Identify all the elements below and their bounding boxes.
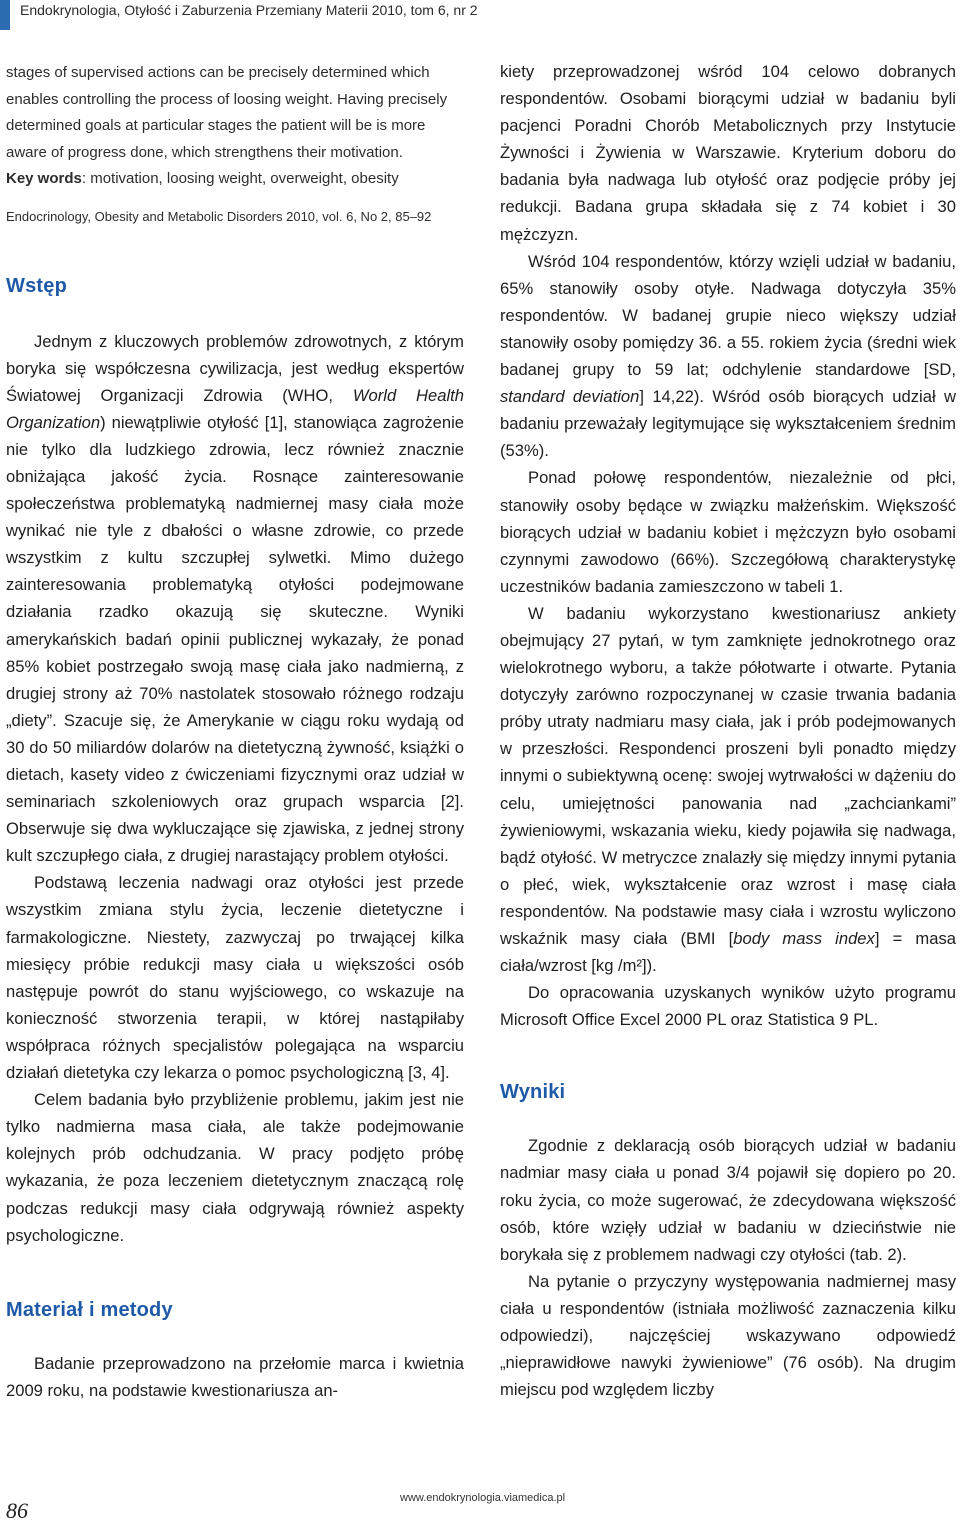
citation: Endocrinology, Obesity and Metabolic Disorders 2010, vol. 6, No 2, 85–92 bbox=[6, 208, 432, 224]
journal-title: Endokrynologia, Otyłość i Zaburzenia Przemiany Materii 2010, tom 6, nr 2 bbox=[20, 2, 478, 18]
heading-wstep: Wstęp bbox=[6, 274, 67, 297]
keywords-label: Key words bbox=[6, 170, 82, 187]
wstep-p1-text-b: ) niewątpliwie otyłość [1], stanowiąca zagrożenie nie tylko dla ludzkiego zdrowia, lecz również znacznie obniżająca jakość życia. Rosnące zainteresowanie społeczeństwa problematyką nadmiernej masy ciała może wynikać nie tyle z dbałości o własne zdrowie, co przede wszystkim z kultu szczupłej sylwetki. Mimo dużego zainteresowania problematyką otyłości podejmowane działania rzadko okazują się skuteczne. Wyniki amerykańskich badań opinii publicznej wykazały, że ponad 85% kobiet postrzegało swoją masę ciała jako nadmierną, z drugiej strony aż 70% nastolatek stosowało różnego rodzaju „diety”. Szacuje się, że Amerykanie w ciągu roku wydają od 30 do 50 miliardów dolarów na dietetyczną żywność, książki o dietach, kasety video z ćwiczeniami fizycznymi oraz udział w seminariach szkoleniowych oraz grupach wsparcia [2]. Obserwuje się dwa wykluczające się zjawiska, z jednej strony kult szczupłego ciała, z drugiej narastający problem otyłości. bbox=[6, 412, 464, 866]
wstep-paragraph-3: Celem badania było przybliżenie problemu, jakim jest nie tylko nadmierna masa ciała, ale także podejmowanie kolejnych prób odchudzania. W pracy podjęto próbę wykazania, że poza leczeniem dietetycznym znaczącą rolę podczas redukcji masy ciała odgrywają również aspekty psychologiczne. bbox=[6, 1090, 464, 1245]
material-p4-text-a: W badaniu wykorzystano kwestionariusz ankiety obejmujący 27 pytań, w tym zamknięte jednokrotnego oraz wielokrotnego wyboru, a także półotwarte i otwarte. Pytania dotyczyły zarówno rozpoczynanej w czasie trwania badania próby utraty nadmiaru masy ciała, jak i prób podejmowanych w przeszłości. Respondenci proszeni byli ponadto między innymi o subiektywną ocenę: swojej wytrwałości w dążeniu do celu, umiejętności panowania nad „zachciankami” żywieniowymi, wskazania wieku, kiedy pojawiła się nadwaga, bądź otyłość. W metryczce znalazły się między innymi pytania o płeć, wiek, wykształcenie oraz wzrost i masę ciała respondentów. Na podstawie masy ciała i wzrostu wyliczono wskaźnik masy ciała (BMI [ bbox=[500, 603, 956, 948]
heading-wyniki: Wyniki bbox=[500, 1081, 566, 1104]
material-paragraph-4 bbox=[500, 600, 956, 979]
wstep-p1-italic: World Health Organization bbox=[6, 385, 464, 432]
keywords-line bbox=[6, 166, 464, 193]
material-paragraph-1-continued: kiety przeprowadzonej wśród 104 celowo dobranych respondentów. Osobami biorącymi udział w badaniu byli pacjenci Poradni Chorób Metabolicznych przy Instytucie Żywności i Żywienia w Warszawie. Kryterium doboru do badania była nadwaga lub otyłość oraz podjęcie próby jej redukcji. Badana grupa składała się z 74 kobiet i 30 mężczyzn. bbox=[500, 62, 956, 244]
wyniki-paragraph-1: Zgodnie z deklaracją osób biorących udział w badaniu nadmiar masy ciała u ponad 3/4 pojawił się dopiero po 20. roku życia, co może sugerować, że zdecydowana większość osób, które wzięły udział w badaniu w dzieciństwie nie borykała się z problemem nadwagi czy otyłości (tab. 2). bbox=[500, 1136, 956, 1264]
material-paragraph-2 bbox=[500, 248, 956, 465]
material-paragraph-5: Do opracowania uzyskanych wyników użyto programu Microsoft Office Excel 2000 PL oraz Statistica 9 PL. bbox=[500, 983, 956, 1030]
heading-material-i-metody: Materiał i metody bbox=[6, 1298, 173, 1321]
wstep-paragraph-2: Podstawą leczenia nadwagi oraz otyłości jest przede wszystkim zmiana stylu życia, leczenie dietetyczne i farmakologiczne. Niestety, zazwyczaj po trwającej kilka miesięcy próbie redukcji masy ciała u większości osób następuje powrót do stanu wyjściowego, co wskazuje na konieczność stworzenia terapii, w której nastąpiłaby współpraca różnych specjalistów polegająca na wsparciu działań dietetyka czy lekarza o pomoc psychologiczną [3, 4]. bbox=[6, 873, 464, 1083]
material-paragraph-1: Badanie przeprowadzono na przełomie marca i kwietnia 2009 roku, na podstawie kwestionariusza an- bbox=[6, 1353, 464, 1400]
material-paragraph-3: Ponad połowę respondentów, niezależnie od płci, stanowiły osoby będące w związku małżeńskim. Większość biorących udział w badaniu kobiet i mężczyzn było osobami czynnymi zawodowo (66%). Szczegółową charakterystykę uczestników badania zamieszczono w tabeli 1. bbox=[500, 468, 956, 596]
wyniki-paragraph-2: Na pytanie o przyczyny występowania nadmiernej masy ciała u respondentów (istniała możliwość zaznaczenia kilku odpowiedzi), najczęściej wskazywano odpowiedź „nieprawidłowe nawyki żywieniowe” (76 osób). Na drugim miejscu pod względem liczby bbox=[500, 1271, 956, 1400]
material-p2-italic: standard deviation bbox=[500, 387, 640, 407]
wstep-paragraph-1 bbox=[6, 328, 464, 870]
journal-header bbox=[0, 0, 960, 30]
journal-url: www.endokrynologia.viamedica.pl bbox=[400, 1492, 566, 1504]
right-column bbox=[500, 58, 956, 1403]
material-p2-text-b: ] 14,22). Wśród osób biorących udział w badaniu przeważały legitymujące się wykształceniem średnim (53%). bbox=[500, 387, 956, 461]
header-accent-bar bbox=[0, 0, 10, 30]
material-p4-italic: body mass index bbox=[733, 929, 875, 948]
wstep-p1-text-a: Jednym z kluczowych problemów zdrowotnych, z którym boryka się współczesna cywilizacja, jest według ekspertów Światowej Organizacji Zdrowia (WHO, bbox=[6, 331, 464, 405]
material-p4-text-b: ] = masa ciała/wzrost [kg /m²]). bbox=[500, 929, 956, 976]
keywords-text: : motivation, loosing weight, overweight, obesity bbox=[81, 170, 399, 187]
material-p2-text-a: Wśród 104 respondentów, którzy wzięli udział w badaniu, 65% stanowiły osoby otyłe. Nadwaga dotyczyła 35% respondentów. W badanej grupie nieco większy udział stanowiły osoby pomiędzy 36. a 55. rokiem życia (średni wiek badanej grupy to 59 lat; odchylenie standardowe [SD, bbox=[500, 251, 956, 380]
abstract-text: stages of supervised actions can be precisely determined which enables controlling the process of loosing weight. Having precisely determined goals at particular stages the patient will be is more aware of progress done, which strengthens their motivation. bbox=[6, 64, 448, 161]
left-column bbox=[6, 60, 464, 1404]
page-number: 86 bbox=[6, 1498, 28, 1523]
